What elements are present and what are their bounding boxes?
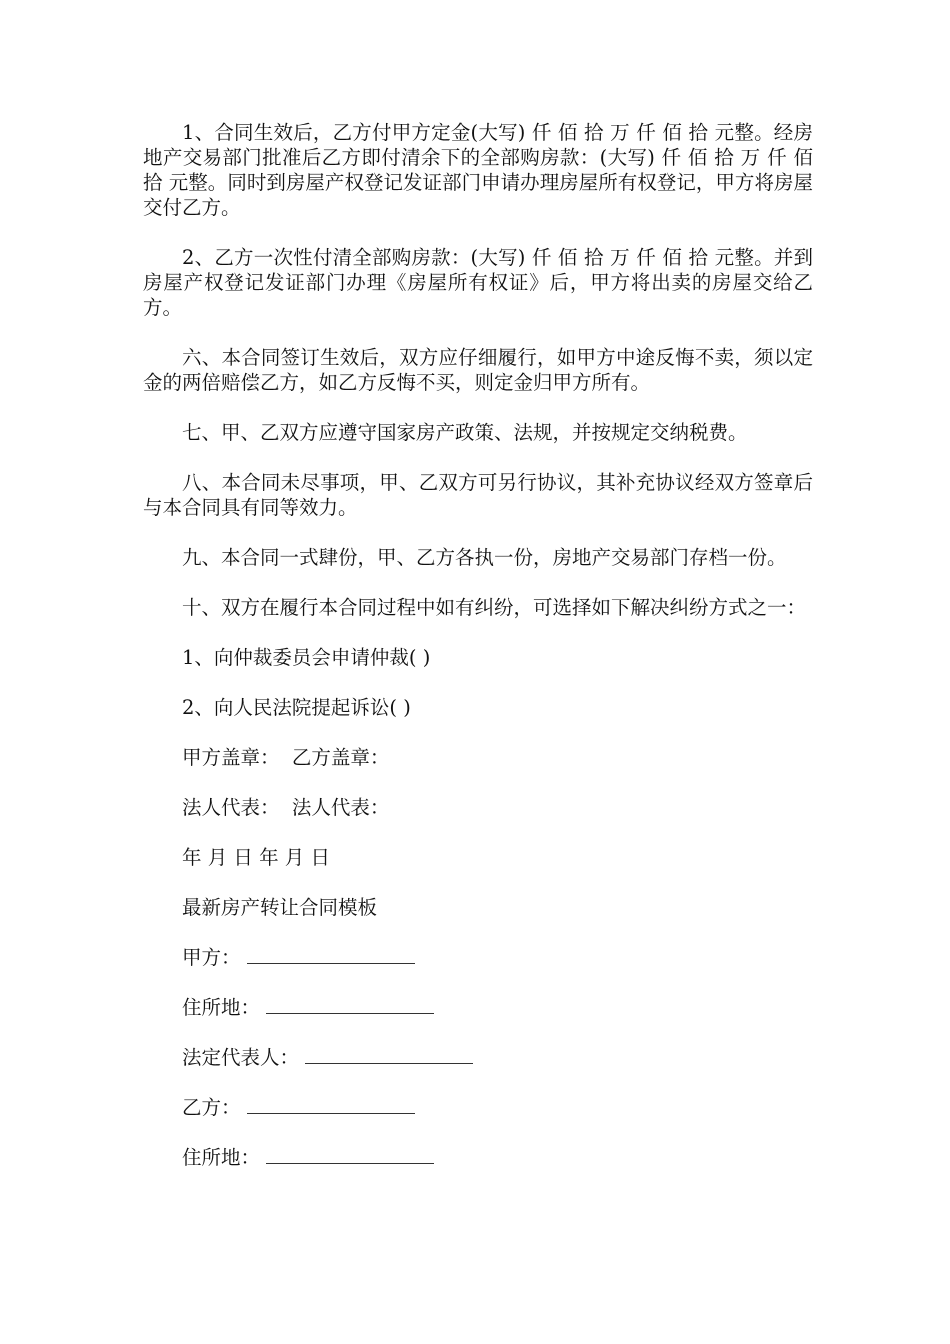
field-label: 住所地： [182,996,261,1019]
field-party-b [143,1095,813,1120]
signature-date-line: 年 月 日 年 月 日 [182,846,330,869]
field-legal-rep [143,1045,813,1070]
field-party-a [143,945,813,970]
clause-six-breach: 六、本合同签订生效后，双方应仔细履行，如甲方中途反悔不卖，须以定金的两倍赔偿乙方，如乙方反悔不买，则定金归甲方所有。 [143,346,813,394]
contract-document [143,120,813,1195]
clause-eight-supplement: 八、本合同未尽事项，甲、乙双方可另行协议，其补充协议经双方签章后与本合同具有同等效力。 [143,471,813,519]
clause-seven-taxes: 七、甲、乙双方应遵守国家房产政策、法规，并按规定交纳税费。 [182,421,748,444]
signature-rep-line: 法人代表： 法人代表： [182,796,390,819]
option-litigation: 2、向人民法院提起诉讼( ) [182,696,411,719]
blank-line [305,1045,473,1064]
blank-line [247,945,415,964]
field-label: 法定代表人： [182,1046,300,1069]
template-title: 最新房产转让合同模板 [182,896,378,919]
clause-ten-disputes: 十、双方在履行本合同过程中如有纠纷，可选择如下解决纠纷方式之一： [182,596,807,619]
blank-line [266,995,434,1014]
signature-seal-line: 甲方盖章： 乙方盖章： [182,746,390,769]
field-address-a [143,995,813,1020]
blank-line [247,1095,415,1114]
clause-payment-deposit: 1、合同生效后，乙方付甲方定金(大写) 仟 佰 拾 万 仟 佰 拾 元整。经房地产交易部门批准后乙方即付清余下的全部购房款：(大写) 仟 佰 拾 万 仟 佰 拾 元整。同时到房屋产权登记发证部门申请办理房屋所有权登记，甲方将房屋交付乙方。 [143,121,813,219]
field-label: 住所地： [182,1146,261,1169]
option-arbitration: 1、向仲裁委员会申请仲裁( ) [182,646,431,669]
clause-nine-copies: 九、本合同一式肆份，甲、乙方各执一份，房地产交易部门存档一份。 [182,546,787,569]
field-address-b [143,1145,813,1170]
field-label: 乙方： [182,1096,241,1119]
blank-line [266,1145,434,1164]
field-label: 甲方： [182,946,241,969]
clause-payment-full: 2、乙方一次性付清全部购房款：(大写) 仟 佰 拾 万 仟 佰 拾 元整。并到房屋产权登记发证部门办理《房屋所有权证》后，甲方将出卖的房屋交给乙方。 [143,246,813,319]
